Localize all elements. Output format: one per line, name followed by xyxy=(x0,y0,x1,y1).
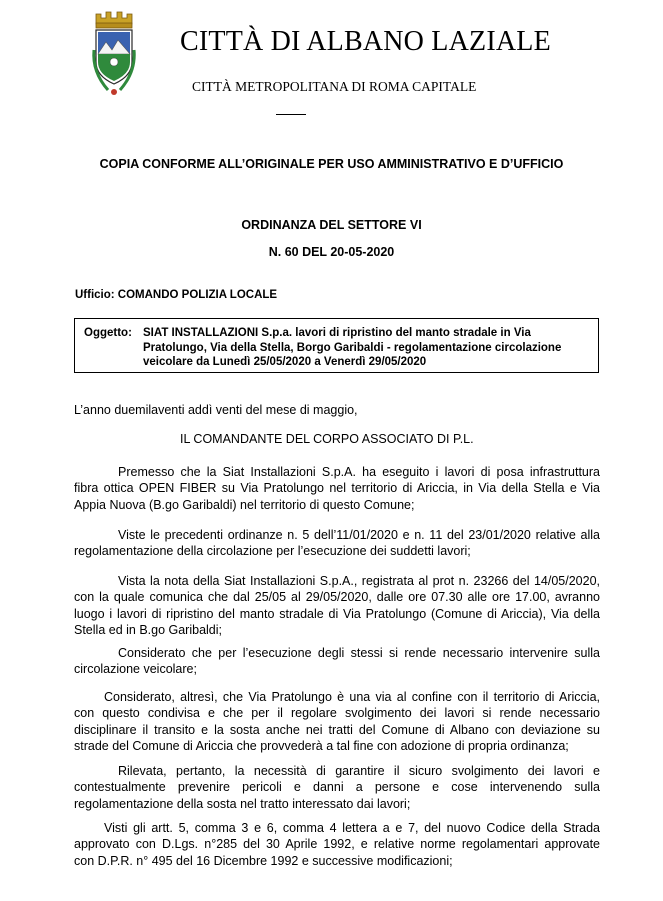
paragraph-line: Premesso che la Siat Installazioni S.p.A. ha eseguito i lavori di posa infrastruttura xyxy=(118,465,600,479)
ordinance-title: ORDINANZA DEL SETTORE VI xyxy=(241,218,422,232)
city-title: CITTÀ DI ALBANO LAZIALE xyxy=(180,26,551,57)
paragraph xyxy=(74,645,600,678)
paragraph xyxy=(74,689,600,754)
header-divider xyxy=(276,114,306,115)
subject-box xyxy=(74,318,599,373)
paragraph xyxy=(74,763,600,812)
paragraph-line: Rilevata, pertanto, la necessità di garantire il sicuro svolgimento dei lavori e xyxy=(118,764,600,778)
paragraph-line: Visti gli artt. 5, comma 3 e 6, comma 4 lettera a e 7, del nuovo Codice della Strada xyxy=(104,821,600,835)
paragraph xyxy=(74,573,600,638)
paragraph-line: disciplinare il transito e la sosta anche nei tratti del Comune di Albano con deviazione su xyxy=(74,722,600,737)
paragraph-line: con questo condivisa e che per il regolare svolgimento dei lavori si rende necessario xyxy=(74,706,600,721)
coat-of-arms-icon xyxy=(90,10,138,98)
office-label: Ufficio: COMANDO POLIZIA LOCALE xyxy=(75,289,278,301)
commander-heading: IL COMANDANTE DEL CORPO ASSOCIATO DI P.L. xyxy=(180,432,474,446)
paragraph xyxy=(74,464,600,513)
subject-line: Pratolungo, Via della Stella, Borgo Garibaldi - regolamentazione circolazione xyxy=(143,341,562,354)
paragraph-line: Viste le precedenti ordinanze n. 5 dell’11/01/2020 e n. 11 del 23/01/2020 relative alla xyxy=(118,528,600,542)
paragraph-line: Considerato, altresì, che Via Pratolungo è una via al confine con il territorio di Ariccia, xyxy=(104,690,600,704)
paragraph-line: Stella ed in B.go Garibaldi; xyxy=(74,622,223,637)
subject-text xyxy=(143,326,583,370)
paragraph-line: fibra ottica OPEN FIBER su Via Pratolungo nel territorio di Ariccia, in Via della Stella e Via xyxy=(74,481,600,496)
city-subtitle: CITTÀ METROPOLITANA DI ROMA CAPITALE xyxy=(192,79,477,94)
paragraph-line: circolazione veicolare; xyxy=(74,662,197,677)
paragraph-line: approvato con D.Lgs. n°285 del 30 Aprile 1992, e relative norme regolamentari approvate xyxy=(74,837,600,852)
paragraph-line: Vista la nota della Siat Installazioni S.p.A., registrata al prot n. 23266 del 14/05/2020, xyxy=(118,574,600,588)
subject-label: Oggetto: xyxy=(84,327,132,339)
subject-line: SIAT INSTALLAZIONI S.p.a. lavori di ripristino del manto stradale in Via xyxy=(143,327,531,339)
paragraph-line: regolamentazione della sosta nel tratto interessato dai lavori; xyxy=(74,796,411,811)
copy-conformity-notice: COPIA CONFORME ALL’ORIGINALE PER USO AMMINISTRATIVO E D’UFFICIO xyxy=(99,157,564,171)
paragraph-line: strade del Comune di Ariccia che provvederà a tal fine con adozione di propria ordinanza; xyxy=(74,738,569,753)
paragraph-line: regolamentazione della circolazione per l’esecuzione dei suddetti lavori; xyxy=(74,544,471,559)
subject-line: veicolare da Lunedì 25/05/2020 a Venerdì 29/05/2020 xyxy=(143,356,427,368)
date-statement: L’anno duemilaventi addì venti del mese di maggio, xyxy=(74,403,358,417)
paragraph-line: Considerato che per l’esecuzione degli stessi si rende necessario intervenire sulla xyxy=(118,646,600,660)
paragraph-line: luogo i lavori di ripristino del manto stradale di Via Pratolungo (Comune di Ariccia), Via della xyxy=(74,606,600,621)
paragraph-line: contestualmente prevenire pericoli e danni a persone e cose intervenendo sulla xyxy=(74,780,600,795)
coat-of-arms xyxy=(90,10,138,98)
paragraph-line: con la quale comunica che dal 25/05 al 29/05/2020, dalle ore 07.30 alle ore 17.00, avranno xyxy=(74,590,600,605)
ordinance-number: N. 60 DEL 20-05-2020 xyxy=(268,245,395,259)
paragraph xyxy=(74,820,600,869)
paragraph xyxy=(74,527,600,560)
paragraph-line: con D.P.R. n° 495 del 16 Dicembre 1992 e successive modificazioni; xyxy=(74,853,453,868)
paragraph-line: Appia Nuova (B.go Garibaldi) nel territorio di questo Comune; xyxy=(74,497,415,512)
